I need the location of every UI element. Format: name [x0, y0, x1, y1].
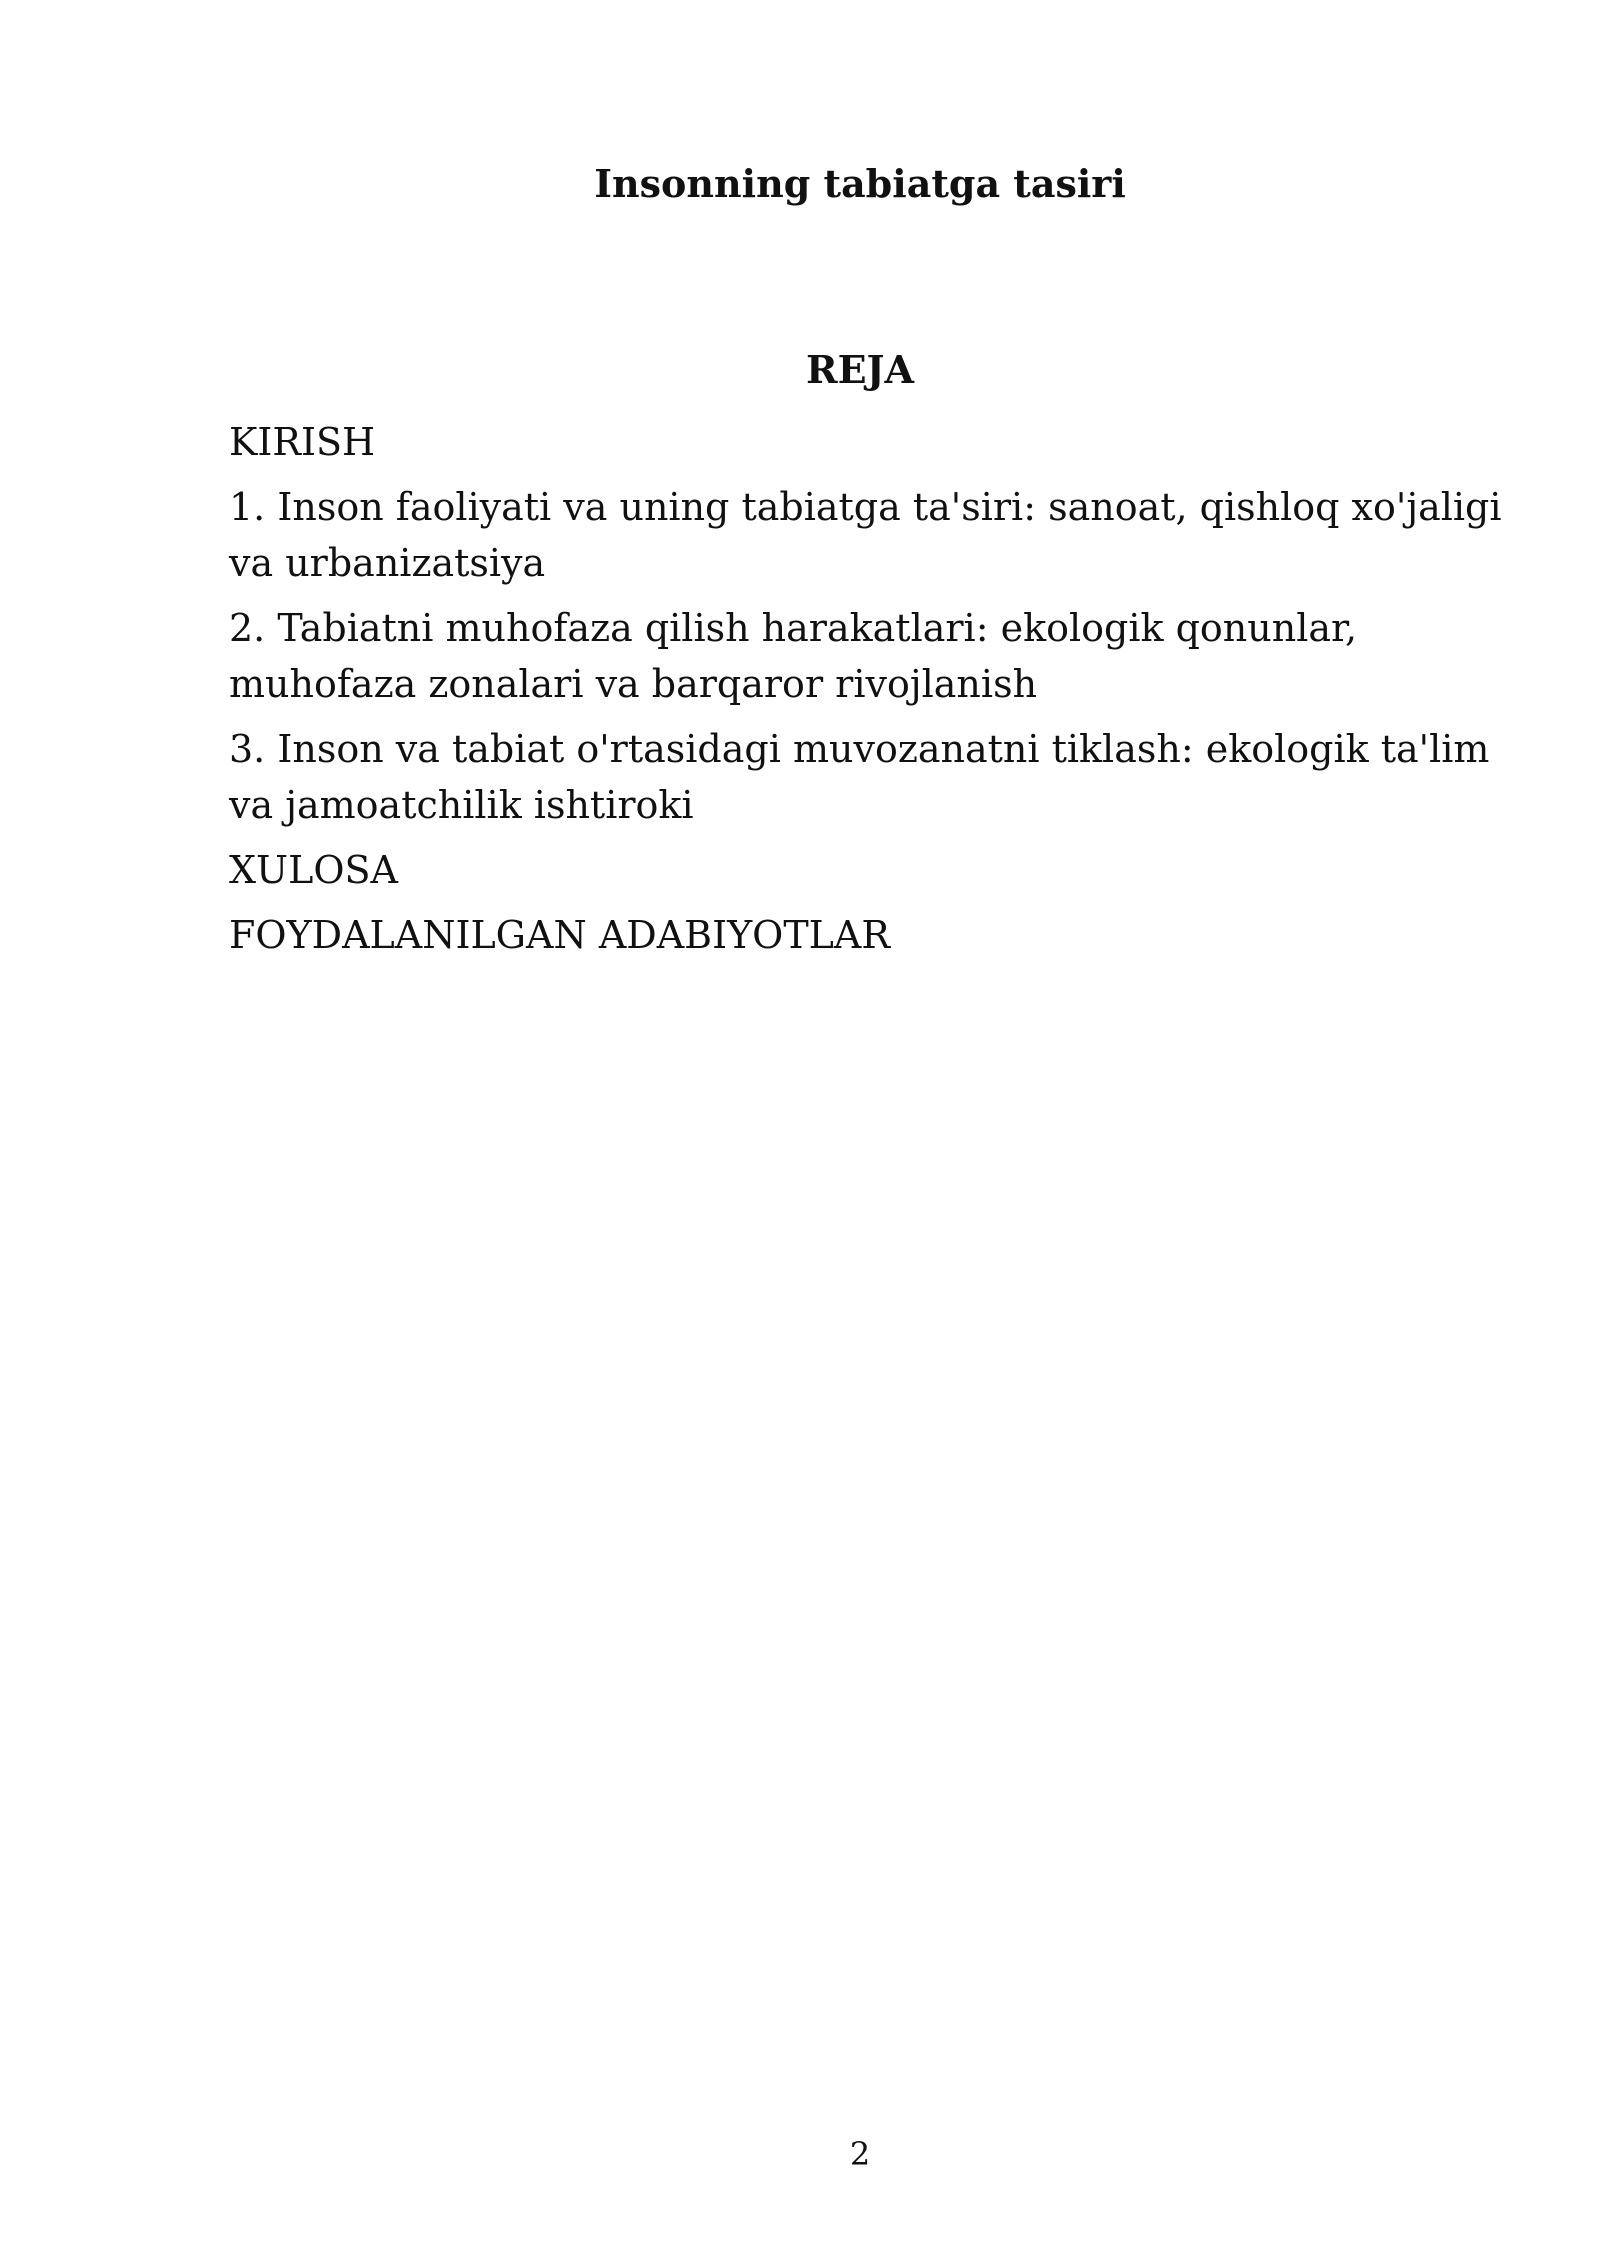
- plan-item-3: 3. Inson va tabiat o'rtasidagi muvozanatni tiklash: ekologik ta'lim va jamoatchilik ishtiroki: [229, 727, 1490, 827]
- plan-heading: REJA: [805, 347, 914, 392]
- page-number: 2: [849, 2135, 871, 2173]
- plan-item-2: 2. Tabiatni muhofaza qilish harakatlari: ekologik qonunlar, muhofaza zonalari va barqaror rivojlanish: [229, 606, 1358, 706]
- document-title: Insonning tabiatga tasiri: [594, 161, 1126, 206]
- plan-item-references: FOYDALANILGAN ADABIYOTLAR: [229, 913, 890, 957]
- plan-item-intro: KIRISH: [229, 420, 376, 464]
- plan-item-conclusion: XULOSA: [229, 848, 398, 892]
- plan-list: [229, 414, 1529, 972]
- plan-item-1: 1. Inson faoliyati va uning tabiatga ta'siri: sanoat, qishloq xo'jaligi va urbanizatsiya: [229, 485, 1502, 585]
